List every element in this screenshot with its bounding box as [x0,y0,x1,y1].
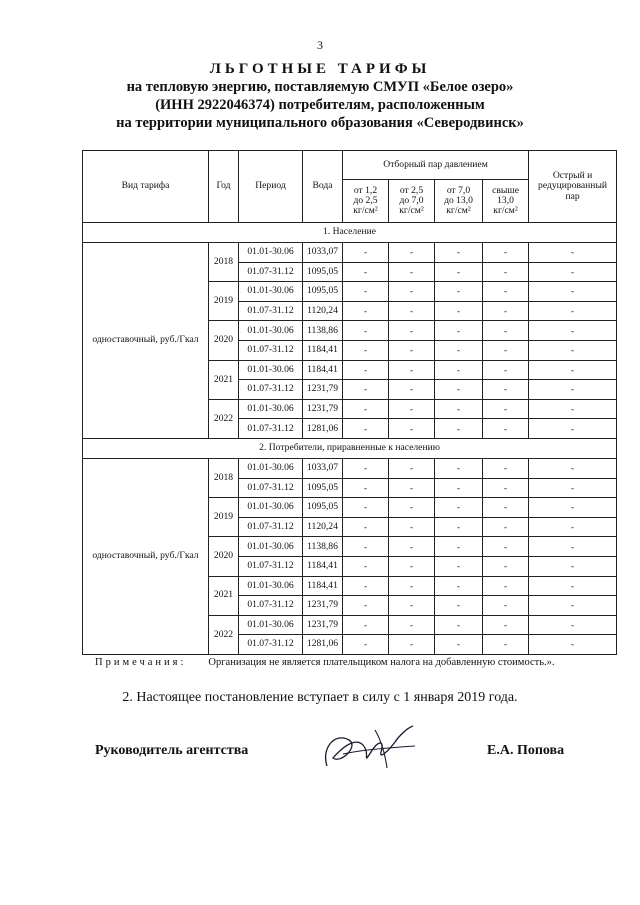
empty-value: - [343,419,389,439]
empty-value: - [529,360,617,380]
header-steam-pressure-line: кг/см² [399,205,424,217]
table-row [83,458,617,478]
empty-value: - [435,321,483,341]
document-title [0,60,640,132]
empty-value: - [389,301,435,321]
period-cell: 01.01-30.06 [239,615,303,635]
water-value: 1120,24 [303,517,343,537]
empty-value: - [389,340,435,360]
header-steam-pressure-line: 13,0 [497,194,514,206]
period-cell: 01.01-30.06 [239,537,303,557]
water-value: 1184,41 [303,340,343,360]
water-value: 1231,79 [303,615,343,635]
header-steam-pressure [389,180,435,223]
table-header-row [83,151,617,180]
empty-value: - [435,458,483,478]
empty-value: - [483,243,529,263]
header-steam-group: Отборный пар давлением [343,151,529,180]
empty-value: - [529,321,617,341]
empty-value: - [343,321,389,341]
period-cell: 01.01-30.06 [239,243,303,263]
empty-value: - [389,243,435,263]
title-line-1: ЛЬГОТНЫЕ ТАРИФЫ [209,61,431,77]
empty-value: - [529,556,617,576]
year-cell: 2020 [209,321,239,360]
signatory-name: Е.А. Попова [487,743,565,758]
empty-value: - [483,380,529,400]
year-cell: 2019 [209,282,239,321]
empty-value: - [529,576,617,596]
empty-value: - [389,556,435,576]
header-period: Период [239,151,303,223]
empty-value: - [389,537,435,557]
empty-value: - [343,399,389,419]
empty-value: - [435,596,483,616]
empty-value: - [529,517,617,537]
header-steam-pressure-line: кг/см² [493,205,518,217]
empty-value: - [483,321,529,341]
water-value: 1138,86 [303,321,343,341]
empty-value: - [343,458,389,478]
water-value: 1120,24 [303,301,343,321]
header-steam-pressure-line: от 2,5 [399,184,424,196]
empty-value: - [389,360,435,380]
empty-value: - [343,340,389,360]
water-value: 1033,07 [303,243,343,263]
empty-value: - [435,556,483,576]
empty-value: - [483,458,529,478]
empty-value: - [529,399,617,419]
empty-value: - [435,419,483,439]
empty-value: - [343,301,389,321]
empty-value: - [435,301,483,321]
year-cell: 2019 [209,498,239,537]
empty-value: - [435,380,483,400]
empty-value: - [529,478,617,498]
section-row [83,438,617,458]
empty-value: - [435,635,483,655]
header-steam-pressure-line: кг/см² [353,205,378,217]
section-title: 1. Население [83,223,617,243]
header-steam-pressure-line: от 1,2 [353,184,378,196]
empty-value: - [343,537,389,557]
empty-value: - [483,596,529,616]
empty-value: - [483,340,529,360]
empty-value: - [529,458,617,478]
empty-value: - [483,282,529,302]
empty-value: - [529,282,617,302]
note-label: Примечания: [95,657,187,668]
empty-value: - [435,615,483,635]
header-water: Вода [303,151,343,223]
empty-value: - [343,596,389,616]
tariff-table [82,150,617,655]
empty-value: - [389,262,435,282]
period-cell: 01.07-31.12 [239,340,303,360]
period-cell: 01.07-31.12 [239,596,303,616]
empty-value: - [389,635,435,655]
section-row [83,223,617,243]
empty-value: - [343,576,389,596]
period-cell: 01.01-30.06 [239,399,303,419]
period-cell: 01.07-31.12 [239,301,303,321]
page-number: 3 [317,38,323,52]
empty-value: - [483,517,529,537]
header-sharp-steam [529,151,617,223]
tariff-kind: одноставочный, руб./Гкал [83,243,209,439]
header-steam-pressure-line: до 13,0 [444,194,473,206]
empty-value: - [389,399,435,419]
handwritten-signature-icon [315,718,425,778]
effective-date-paragraph: 2. Настоящее постановление вступает в силу с 1 января 2019 года. [122,690,518,705]
header-year: Год [209,151,239,223]
empty-value: - [483,556,529,576]
period-cell: 01.01-30.06 [239,282,303,302]
empty-value: - [343,282,389,302]
water-value: 1231,79 [303,399,343,419]
year-cell: 2018 [209,243,239,282]
year-cell: 2021 [209,576,239,615]
empty-value: - [343,380,389,400]
water-value: 1184,41 [303,360,343,380]
empty-value: - [435,399,483,419]
period-cell: 01.07-31.12 [239,380,303,400]
period-cell: 01.01-30.06 [239,360,303,380]
table-row [83,243,617,263]
header-steam-pressure-line: до 7,0 [399,194,424,206]
empty-value: - [389,596,435,616]
empty-value: - [343,478,389,498]
title-line-4: на территории муниципального образования «Северодвинск» [116,115,524,131]
empty-value: - [483,615,529,635]
empty-value: - [389,517,435,537]
header-steam-pressure [435,180,483,223]
empty-value: - [529,419,617,439]
empty-value: - [529,537,617,557]
empty-value: - [435,498,483,518]
period-cell: 01.07-31.12 [239,419,303,439]
empty-value: - [435,262,483,282]
empty-value: - [389,282,435,302]
header-steam-pressure [483,180,529,223]
empty-value: - [529,243,617,263]
empty-value: - [343,243,389,263]
period-cell: 01.07-31.12 [239,262,303,282]
period-cell: 01.07-31.12 [239,478,303,498]
water-value: 1184,41 [303,576,343,596]
empty-value: - [435,360,483,380]
empty-value: - [529,498,617,518]
empty-value: - [483,360,529,380]
header-kind: Вид тарифа [83,151,209,223]
year-cell: 2018 [209,458,239,497]
period-cell: 01.07-31.12 [239,635,303,655]
empty-value: - [389,419,435,439]
header-sharp-steam-line: Острый и [552,170,593,182]
water-value: 1281,06 [303,635,343,655]
empty-value: - [483,635,529,655]
header-steam-pressure [343,180,389,223]
period-cell: 01.01-30.06 [239,498,303,518]
section-title: 2. Потребители, приравненные к населению [83,438,617,458]
period-cell: 01.07-31.12 [239,556,303,576]
empty-value: - [343,360,389,380]
empty-value: - [389,478,435,498]
empty-value: - [529,596,617,616]
header-steam-pressure-line: до 2,5 [353,194,378,206]
empty-value: - [389,458,435,478]
empty-value: - [435,537,483,557]
empty-value: - [529,635,617,655]
empty-value: - [483,498,529,518]
note-text: Организация не является плательщиком налога на добавленную стоимость.». [208,657,555,668]
period-cell: 01.01-30.06 [239,576,303,596]
period-cell: 01.01-30.06 [239,321,303,341]
empty-value: - [435,478,483,498]
empty-value: - [529,301,617,321]
water-value: 1095,05 [303,282,343,302]
empty-value: - [529,615,617,635]
water-value: 1095,05 [303,478,343,498]
empty-value: - [483,262,529,282]
empty-value: - [343,517,389,537]
empty-value: - [435,576,483,596]
header-steam-pressure-line: свыше [492,184,519,196]
note [95,657,555,668]
empty-value: - [483,478,529,498]
period-cell: 01.07-31.12 [239,517,303,537]
water-value: 1095,05 [303,262,343,282]
empty-value: - [389,576,435,596]
year-cell: 2022 [209,399,239,438]
empty-value: - [343,615,389,635]
year-cell: 2020 [209,537,239,576]
empty-value: - [343,498,389,518]
empty-value: - [483,537,529,557]
empty-value: - [483,301,529,321]
year-cell: 2021 [209,360,239,399]
empty-value: - [483,576,529,596]
water-value: 1231,79 [303,596,343,616]
signatory-position: Руководитель агентства [95,743,249,758]
empty-value: - [435,517,483,537]
water-value: 1231,79 [303,380,343,400]
header-sharp-steam-line: пар [565,190,580,202]
empty-value: - [343,635,389,655]
empty-value: - [529,340,617,360]
empty-value: - [389,321,435,341]
water-value: 1138,86 [303,537,343,557]
empty-value: - [435,340,483,360]
year-cell: 2022 [209,615,239,654]
empty-value: - [435,243,483,263]
empty-value: - [435,282,483,302]
title-line-3: (ИНН 2922046374) потребителям, расположенным [155,97,485,113]
empty-value: - [343,262,389,282]
water-value: 1095,05 [303,498,343,518]
empty-value: - [389,498,435,518]
empty-value: - [483,399,529,419]
empty-value: - [389,380,435,400]
header-sharp-steam-line: редуцированный [538,180,608,192]
header-steam-pressure-line: от 7,0 [446,184,471,196]
tariff-kind: одноставочный, руб./Гкал [83,458,209,654]
water-value: 1184,41 [303,556,343,576]
water-value: 1033,07 [303,458,343,478]
water-value: 1281,06 [303,419,343,439]
header-steam-pressure-line: кг/см² [446,205,471,217]
empty-value: - [529,380,617,400]
period-cell: 01.01-30.06 [239,458,303,478]
empty-value: - [343,556,389,576]
empty-value: - [389,615,435,635]
empty-value: - [529,262,617,282]
title-line-2: на тепловую энергию, поставляемую СМУП «Белое озеро» [126,79,514,95]
empty-value: - [483,419,529,439]
